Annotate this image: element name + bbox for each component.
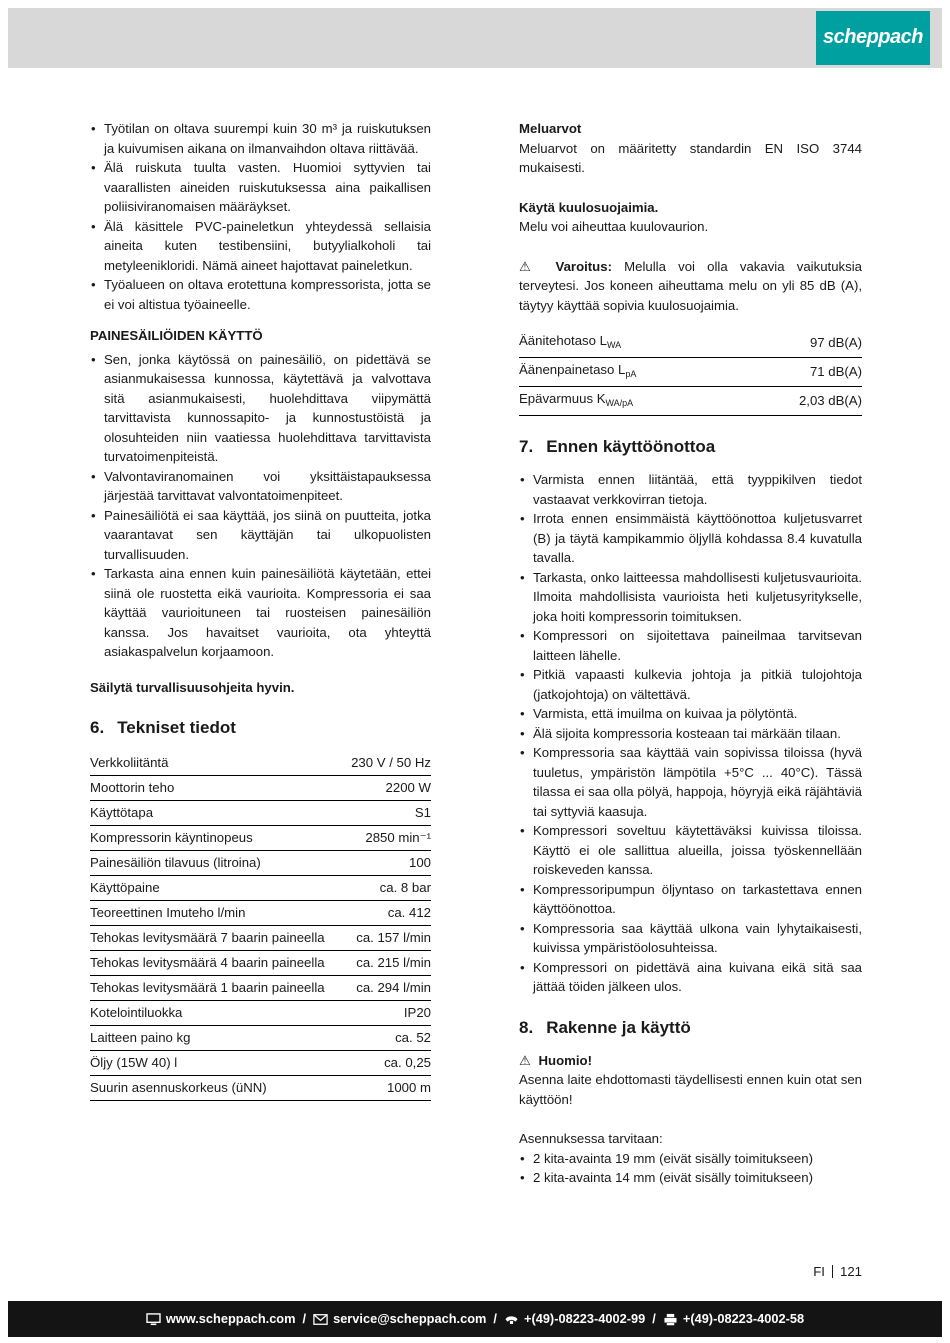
spec-value: ca. 157 l/min	[347, 926, 431, 951]
fax-text: +(49)-08223-4002-58	[682, 1311, 805, 1327]
left-column	[90, 119, 431, 1101]
section-heading-assembly	[519, 1017, 862, 1039]
spec-label: Tehokas levitysmäärä 4 baarin paineella	[90, 951, 347, 976]
contact-footer-bar	[8, 1301, 942, 1337]
list-item: • 2 kita-avainta 14 mm (eivät sisälly toimitukseen)	[519, 1168, 862, 1188]
list-item: • Irrota ennen ensimmäistä käyttöönottoa kuljetusvarret (B) ja täytä kampikammio öljyllä kohdassa 8.4 kuvatulla tavalla.	[519, 509, 862, 568]
table-row	[90, 751, 431, 776]
table-row	[90, 826, 431, 851]
pressure-vessel-heading: PAINESÄILIÖIDEN KÄYTTÖ	[90, 328, 263, 343]
table-row	[90, 976, 431, 1001]
spec-label: Käyttöpaine	[90, 876, 347, 901]
noise-levels-table	[519, 329, 862, 416]
spec-value: ca. 294 l/min	[347, 976, 431, 1001]
table-row	[90, 901, 431, 926]
table-row	[90, 876, 431, 901]
spec-label: Suurin asennuskorkeus (üNN)	[90, 1076, 347, 1101]
website-contact	[146, 1309, 296, 1329]
subscript: pA	[625, 368, 637, 379]
list-item: • Pitkiä vapaasti kulkevia johtoja ja pitkiä tulojohtoja (jatkojohtoja) on vältettävä.	[519, 665, 862, 704]
spec-value: ca. 215 l/min	[347, 951, 431, 976]
table-row	[519, 387, 862, 416]
section-title: Rakenne ja käyttö	[546, 1017, 691, 1037]
list-item: • Työalueen on oltava erotettuna kompressorista, jotta se ei voi altistua työaineelle.	[90, 275, 431, 314]
spec-label: Moottorin teho	[90, 776, 347, 801]
spec-label: Kompressorin käyntinopeus	[90, 826, 347, 851]
section-title: Tekniset tiedot	[117, 718, 236, 737]
spec-label: Käyttötapa	[90, 801, 347, 826]
table-row	[519, 358, 862, 387]
noise-value: 2,03 dB(A)	[748, 387, 862, 416]
tech-data-table	[90, 751, 431, 1101]
table-row	[90, 926, 431, 951]
attention-label: Huomio!	[538, 1052, 592, 1068]
phone-contact	[504, 1309, 645, 1329]
spec-value: 100	[347, 851, 431, 876]
hearing-protection-heading: Käytä kuulosuojaimia.	[519, 199, 659, 215]
noise-value: 71 dB(A)	[748, 358, 862, 387]
page-number-divider	[832, 1265, 833, 1278]
table-row	[90, 1026, 431, 1051]
spec-value: ca. 52	[347, 1026, 431, 1051]
noise-label: Äänitehotaso $L_{WA}$	[519, 329, 748, 358]
warning-label: Varoitus:	[555, 258, 612, 274]
noise-warning-paragraph	[519, 257, 862, 316]
phone-text: +(49)-08223-4002-99	[523, 1311, 646, 1327]
page-number	[813, 1262, 862, 1282]
spec-label: Painesäiliön tilavuus (litroina)	[90, 851, 347, 876]
spec-label: Verkkoliitäntä	[90, 751, 347, 776]
spec-value: ca. 0,25	[347, 1051, 431, 1076]
email-text: service@scheppach.com	[333, 1311, 487, 1327]
spec-label: Kotelointiluokka	[90, 1001, 347, 1026]
list-item: • Kompressori on pidettävä aina kuivana eikä sitä saa jättää töiden jälkeen ulos.	[519, 958, 862, 997]
footer-separator: /	[652, 1311, 656, 1327]
fax-icon	[663, 1313, 678, 1326]
scheppach-logo-text: scheppach	[823, 26, 923, 49]
list-item: • Tarkasta, onko laitteessa mahdollisesti kuljetusvaurioita. Ilmoita mahdollisista vaurioista heti kuljetusyritykselle, joka hoiti kompressorin toimituksen.	[519, 568, 862, 627]
safety-bullet-list	[90, 119, 431, 314]
spec-value: IP20	[347, 1001, 431, 1026]
section-number: 8.	[519, 1017, 534, 1037]
table-row	[90, 951, 431, 976]
section-title: Ennen käyttöönottoa	[546, 437, 716, 456]
footer-separator: /	[302, 1311, 307, 1327]
noise-values-heading: Meluarvot	[519, 121, 582, 136]
table-row	[90, 1001, 431, 1026]
hearing-protection-text: Melu voi aiheuttaa kuulovaurion.	[519, 219, 709, 234]
keep-instructions-note: Säilytä turvallisuusohjeita hyvin.	[90, 679, 295, 695]
envelope-icon	[313, 1314, 328, 1325]
footer-separator: /	[493, 1311, 497, 1327]
list-item: • Valvontaviranomainen voi yksittäistapauksessa järjestää tarvittavat valvontatoimenpiteet.	[90, 467, 431, 506]
page-number-value: 121	[839, 1264, 862, 1279]
list-item: • Älä ruiskuta tuulta vasten. Huomioi syttyvien tai vaarallisten aineiden ruiskutuksessa aina paikallisen poliisiviranomaisen määräykset.	[90, 158, 431, 217]
list-item: • 2 kita-avainta 19 mm (eivät sisälly toimitukseen)	[519, 1149, 862, 1169]
website-text: www.scheppach.com	[165, 1311, 296, 1327]
spec-label: Laitteen paino kg	[90, 1026, 347, 1051]
list-item: • Varmista, että imuilma on kuivaa ja pölytöntä.	[519, 704, 862, 724]
fax-contact	[663, 1309, 804, 1329]
list-item: • Kompressori soveltuu käytettäväksi kuivissa tiloissa. Käyttö ei ole sallittua alueilla, joissa työskennellään roiskeveden kanssa.	[519, 821, 862, 880]
spec-label: Teoreettinen Imuteho l/min	[90, 901, 347, 926]
list-item: • Kompressoria saa käyttää vain sopivissa tiloissa (hyvä tuuletus, ympäristön lämpötila +5°C ... 40°C). Tässä tilassa ei saa olla pölyä, happoja, höyryjä eikä räjähtäviä tai syttyviä kaasuja.	[519, 743, 862, 821]
table-row	[90, 1051, 431, 1076]
right-column	[519, 119, 862, 1188]
spec-label: Tehokas levitysmäärä 7 baarin paineella	[90, 926, 347, 951]
commissioning-bullet-list	[519, 470, 862, 997]
list-item: • Työtilan on oltava suurempi kuin 30 m³ ja ruiskutuksen ja kuivumisen aikana on ilmanvaihdon oltava riittävää.	[90, 119, 431, 158]
pressure-vessel-bullet-list	[90, 350, 431, 662]
spec-value: 2850 min⁻¹	[347, 826, 431, 851]
page-header-bar	[8, 8, 942, 68]
phone-icon	[504, 1313, 519, 1325]
subscript: WA/pA	[605, 397, 634, 408]
list-item: • Älä sijoita kompressoria kosteaan tai märkään tilaan.	[519, 724, 862, 744]
spec-value: 230 V / 50 Hz	[347, 751, 431, 776]
list-item: • Sen, jonka käytössä on painesäiliö, on pidettävä se asianmukaisessa kunnossa, käytettävä ja valvottava sitä asianmukaisesti, huolehdittava viipymättä tarvittavista kunnossapito- ja kunnostustöistä ja olosuhteiden niin vaatiessa huolehdittava tarvittavista turvatoimenpiteistä.	[90, 350, 431, 467]
page-language-label: FI	[813, 1264, 825, 1279]
list-item: • Kompressori on sijoitettava paineilmaa tarvitsevan laitteen lähelle.	[519, 626, 862, 665]
scheppach-logo	[816, 11, 930, 65]
spec-value: 1000 m	[347, 1076, 431, 1101]
list-item: • Kompressoripumpun öljyntaso on tarkastettava ennen käyttöönottoa.	[519, 880, 862, 919]
attention-text: Asenna laite ehdottomasti täydellisesti ennen kuin otat sen käyttöön!	[519, 1072, 862, 1107]
list-item: • Varmista ennen liitäntää, että tyyppikilven tiedot vastaavat verkkovirran tietoja.	[519, 470, 862, 509]
assembly-tools-list	[519, 1149, 862, 1188]
table-row	[90, 801, 431, 826]
section-heading-tech	[90, 717, 431, 739]
noise-value: 97 dB(A)	[748, 329, 862, 358]
subscript: WA	[607, 339, 622, 350]
spec-value: ca. 8 bar	[347, 876, 431, 901]
section-heading-commissioning	[519, 436, 862, 458]
table-row	[90, 851, 431, 876]
section-number: 6.	[90, 718, 105, 737]
spec-label: Tehokas levitysmäärä 1 baarin paineella	[90, 976, 347, 1001]
noise-label: Äänenpainetaso $L_{pA}$	[519, 358, 748, 387]
email-contact	[313, 1309, 486, 1329]
monitor-icon	[146, 1313, 161, 1326]
table-row	[519, 329, 862, 358]
spec-value: ca. 412	[347, 901, 431, 926]
table-row	[90, 776, 431, 801]
spec-value: S1	[347, 801, 431, 826]
attention-heading	[519, 1051, 862, 1071]
warning-triangle-icon: ⚠	[519, 1052, 531, 1068]
warning-triangle-icon: ⚠	[519, 258, 540, 274]
noise-values-text: Meluarvot on määritetty standardin EN ISO 3744 mukaisesti.	[519, 140, 862, 175]
spec-label: Öljy (15W 40) l	[90, 1051, 347, 1076]
list-item: • Kompressoria saa käyttää ulkona vain lyhytaikaisesti, kuivissa ympäristöolosuhteissa.	[519, 919, 862, 958]
warning-text: Melulla voi olla vakavia vaikutuksia terveytesi. Jos koneen aiheuttama melu on yli 85 dB (A), täytyy käyttää sopivia kuulosuojaimia.	[519, 258, 862, 313]
assembly-tools-intro: Asennuksessa tarvitaan:	[519, 1131, 663, 1146]
spec-value: 2200 W	[347, 776, 431, 801]
list-item: • Painesäiliötä ei saa käyttää, jos siinä on puutteita, jotka vaarantavat sen käyttäjän tai ulkopuolisten turvallisuuden.	[90, 506, 431, 565]
list-item: • Tarkasta aina ennen kuin painesäiliötä käytetään, ettei siinä ole ruostetta eikä vaurioita. Kompressoria ei saa käyttää vaurioituneen tai ruosteisen painesäiliön kanssa. Jos havaitset vaurioita, ota yhteyttä asiakaspalvelun korjaamoon.	[90, 564, 431, 662]
table-row	[90, 1076, 431, 1101]
section-number: 7.	[519, 437, 534, 456]
list-item: • Älä käsittele PVC-paineletkun yhteydessä sellaisia aineita kuten testibensiini, butyylialkoholi tai metyleenikloridi. Nämä aineet hajottavat paineletkun.	[90, 217, 431, 276]
noise-label: Epävarmuus $K_{WA/pA}$	[519, 387, 748, 416]
